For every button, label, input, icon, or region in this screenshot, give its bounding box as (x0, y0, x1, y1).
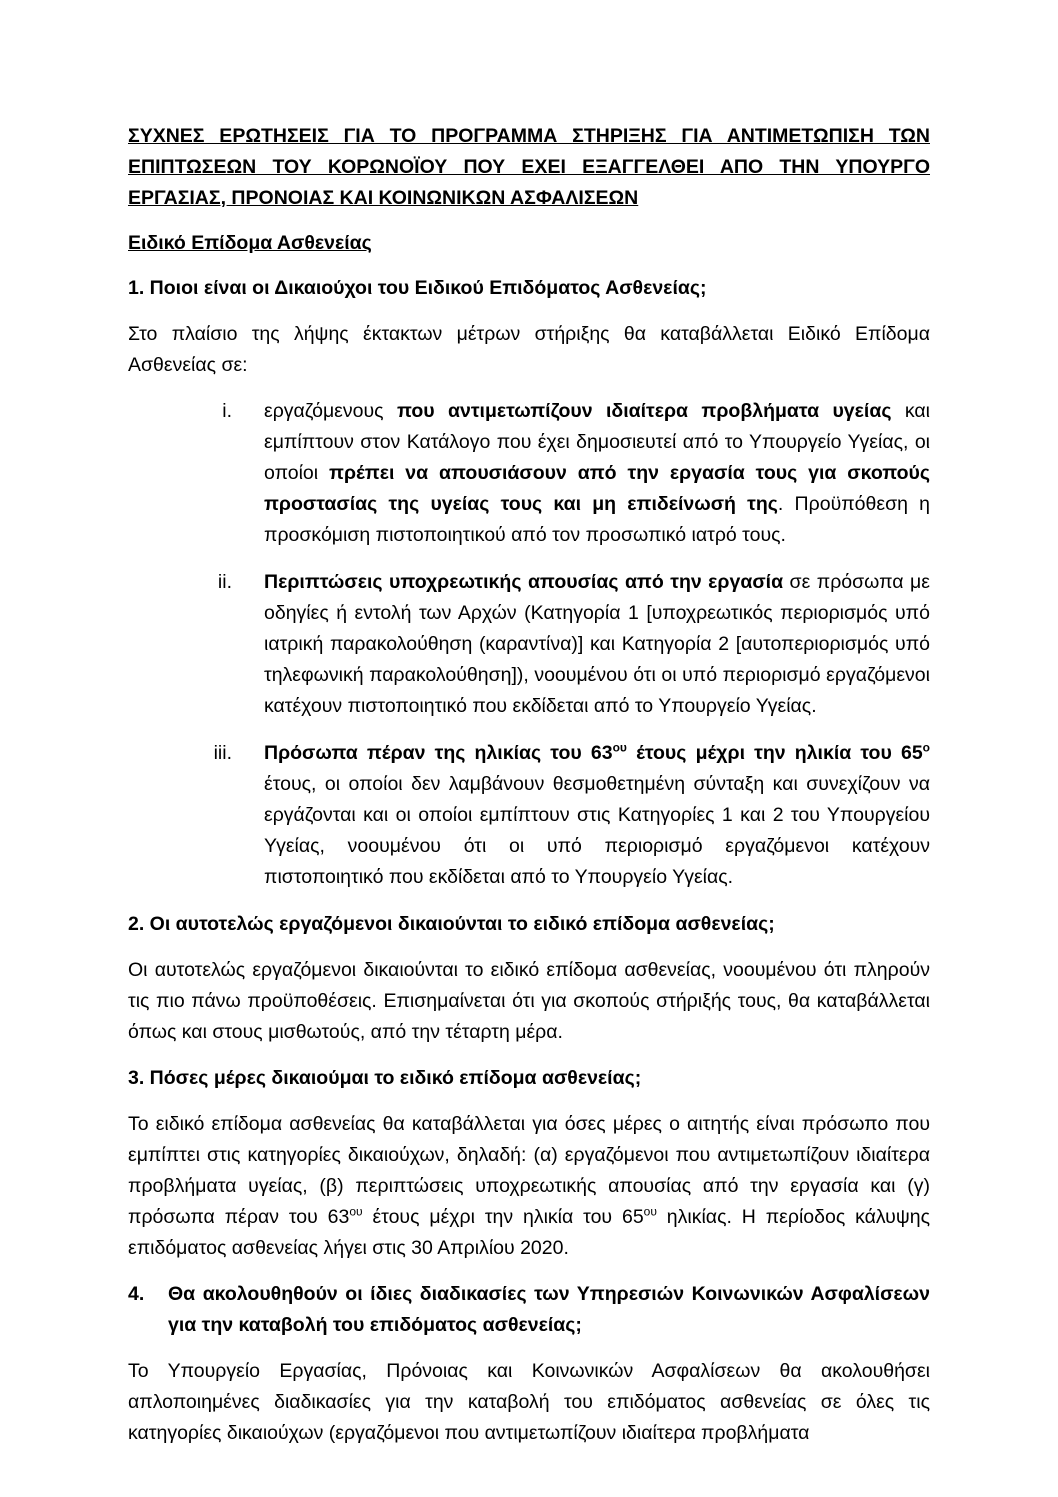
answer-2: Οι αυτοτελώς εργαζόμενοι δικαιούνται το ειδικό επίδομα ασθενείας, νοουμένου ότι πληρούν τις πιο πάνω προϋποθέσεις. Επισημαίνεται ότι για σκοπούς στήριξής τους, θα καταβάλλεται όπως και στους μισθωτούς, από την τέταρτη μέρα. (128, 959, 930, 1043)
document-title: ΣΥΧΝΕΣ ΕΡΩΤΗΣΕΙΣ ΓΙΑ ΤΟ ΠΡΟΓΡΑΜΜΑ ΣΤΗΡΙΞΗΣ ΓΙΑ ΑΝΤΙΜΕΤΩΠΙΣΗ ΤΩΝ ΕΠΙΠΤΩΣΕΩΝ ΤΟΥ ΚΟΡΩΝΟΪΟΥ ΠΟΥ ΕΧΕΙ ΕΞΑΓΓΕΛΘΕΙ ΑΠΟ ΤΗΝ ΥΠΟΥΡΓΟ ΕΡΓΑΣΙΑΣ, ΠΡΟΝΟΙΑΣ ΚΑΙ ΚΟΙΝΩΝΙΚΩΝ ΑΣΦΑΛΙΣΕΩΝ (128, 125, 930, 209)
question-4-number: 4. (128, 1283, 145, 1305)
answer-3: Το ειδικό επίδομα ασθενείας θα καταβάλλεται για όσες μέρες ο αιτητής είναι πρόσωπο που εμπίπτει στις κατηγορίες δικαιούχων, δηλαδή: (α) εργαζόμενοι που αντιμετωπίζουν ιδιαίτερα προβλήματα υγείας, (β) περιπτώσεις υποχρεωτικής απουσίας από την εργασία και (γ) πρόσωπα πέραν του $63^{o\upsilon}$ έτους μέχρι την ηλικία του $65^{o\upsilon}$ ηλικίας. Η περίοδος κάλυψης επιδόματος ασθενείας λήγει στις 30 Απριλίου 2020. (128, 1113, 930, 1259)
list-item-text: Περιπτώσεις υποχρεωτικής απουσίας από την εργασία σε πρόσωπα με οδηγίες ή εντολή των Αρχών (Κατηγορία 1 [υποχρεωτικός περιορισμός υπό ιατρική παρακολούθηση (καραντίνα)] και Κατηγορία 2 [αυτοπεριορισμός υπό τηλεφωνική παρακολούθηση]), νοουμένου ότι οι υπό περιορισμό εργαζόμενοι κατέχουν πιστοποιητικό που εκδίδεται από το Υπουργείο Υγείας. (264, 571, 930, 717)
question-3: 3. Πόσες μέρες δικαιούμαι το ειδικό επίδομα ασθενείας; (128, 1067, 642, 1089)
section-heading: Ειδικό Επίδομα Ασθενείας (128, 232, 372, 254)
question-1-intro: Στο πλαίσιο της λήψης έκτακτων μέτρων στήριξης θα καταβάλλεται Ειδικό Επίδομα Ασθενείας σε: (128, 323, 930, 376)
question-4-text: Θα ακολουθηθούν οι ίδιες διαδικασίες των Υπηρεσιών Κοινωνικών Ασφαλίσεων για την καταβολή του επιδόματος ασθενείας; (168, 1283, 930, 1336)
list-item-text: εργαζόμενους που αντιμετωπίζουν ιδιαίτερα προβλήματα υγείας και εμπίπτουν στον Κατάλογο που έχει δημοσιευτεί από το Υπουργείο Υγείας, οι οποίοι πρέπει να απουσιάσουν από την εργασία τους για σκοπούς προστασίας της υγείας τους και μη επιδείνωσή της. Προϋπόθεση η προσκόμιση πιστοποιητικού από τον προσωπικό ιατρό τους. (264, 400, 930, 546)
answer-4: Το Υπουργείο Εργασίας, Πρόνοιας και Κοινωνικών Ασφαλίσεων θα ακολουθήσει απλοποιημένες διαδικασίες για την καταβολή του επιδόματος ασθενείας σε όλες τις κατηγορίες δικαιούχων (εργαζόμενοι που αντιμετωπίζουν ιδιαίτερα προβλήματα (128, 1360, 930, 1444)
question-2: 2. Οι αυτοτελώς εργαζόμενοι δικαιούνται το ειδικό επίδομα ασθενείας; (128, 913, 775, 935)
list-marker: i. (222, 400, 232, 422)
list-item-text: Πρόσωπα πέραν της ηλικίας του $63^{o\upsilon}$ έτους μέχρι την ηλικία του $65^o$ έτους, οι οποίοι δεν λαμβάνουν θεσμοθετημένη σύνταξη και συνεχίζουν να εργάζονται και οι οποίοι εμπίπτουν στις Κατηγορίες 1 και 2 του Υπουργείου Υγείας, νοουμένου ότι οι υπό περιορισμό εργαζόμενοι κατέχουν πιστοποιητικό που εκδίδεται από το Υπουργείο Υγείας. (264, 740, 931, 888)
list-marker: iii. (213, 742, 232, 764)
beneficiaries-list (128, 396, 930, 893)
question-4 (128, 1279, 930, 1341)
list-item (128, 567, 930, 722)
list-item (128, 738, 930, 893)
list-marker: ii. (217, 571, 232, 593)
list-item (128, 396, 930, 551)
question-1: 1. Ποιοι είναι οι Δικαιούχοι του Ειδικού Επιδόματος Ασθενείας; (128, 277, 707, 299)
